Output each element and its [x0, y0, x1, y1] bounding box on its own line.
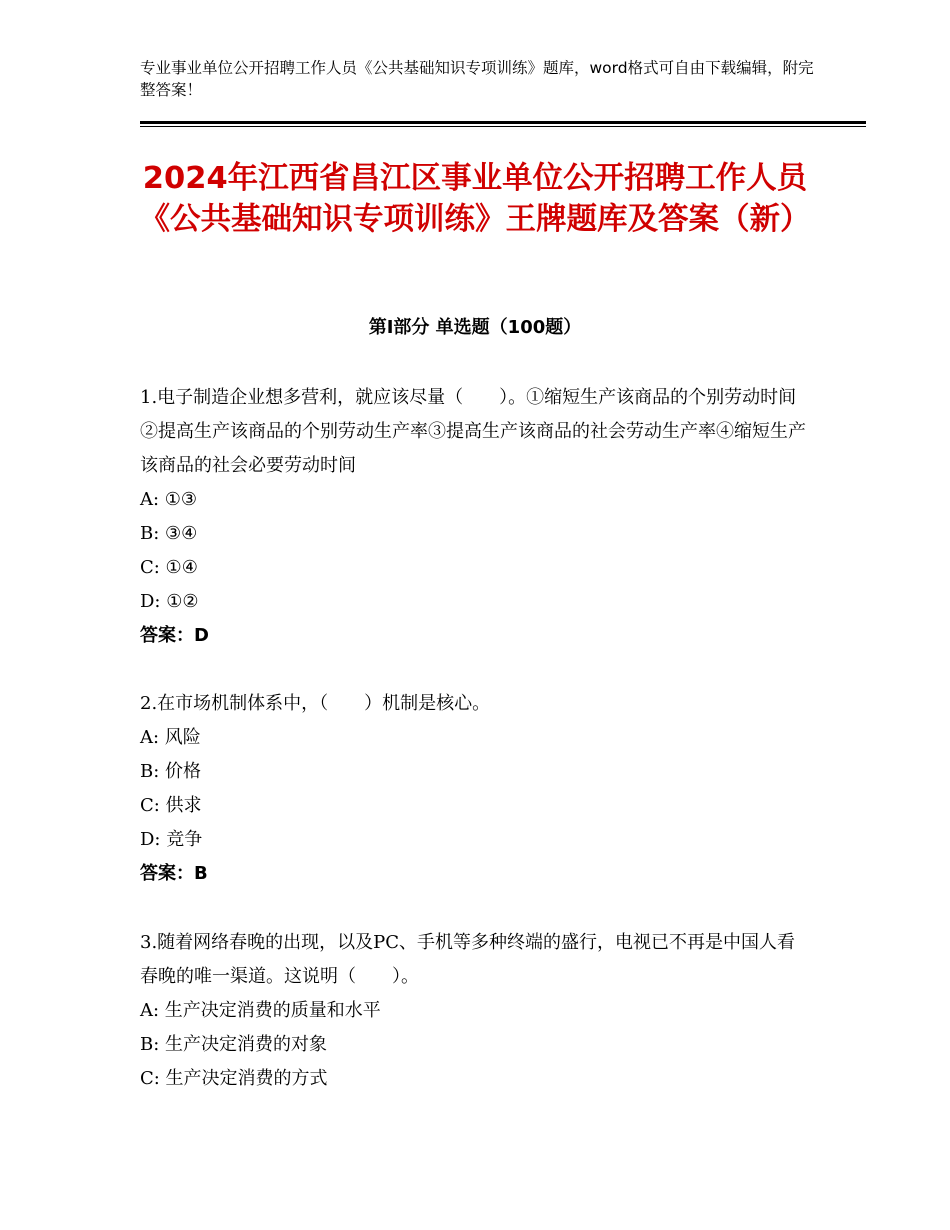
question-stem: 2.在市场机制体系中，（ ）机制是核心。 — [140, 693, 491, 714]
answer: 答案：D — [140, 625, 209, 646]
option-a: A: 风险 — [140, 727, 201, 748]
header-note: 专业事业单位公开招聘工作人员《公共基础知识专项训练》题库，word格式可自由下载编辑，附完整答案！ — [140, 59, 814, 99]
header-rule-thick — [140, 121, 866, 124]
section-heading: 第Ⅰ部分 单选题（100题） — [368, 317, 582, 338]
option-b: B: 价格 — [140, 761, 202, 782]
option-b: B: 生产决定消费的对象 — [140, 1034, 328, 1055]
header-rule-thin — [140, 126, 866, 127]
question-2 — [140, 687, 810, 891]
option-d: D: 竞争 — [140, 829, 203, 850]
option-c: C: ①④ — [140, 557, 198, 578]
answer: 答案：B — [140, 863, 208, 884]
option-a: A: 生产决定消费的质量和水平 — [140, 1000, 381, 1021]
question-stem: 1.电子制造企业想多营利，就应该尽量（ ）。①缩短生产该商品的个别劳动时间②提高生产该商品的个别劳动生产率③提高生产该商品的社会劳动生产率④缩短生产该商品的社会必要劳动时间 — [140, 387, 806, 476]
option-b: B: ③④ — [140, 523, 198, 544]
question-3 — [140, 926, 810, 1096]
option-c: C: 供求 — [140, 795, 202, 816]
option-d: D: ①② — [140, 591, 199, 612]
question-1 — [140, 381, 810, 653]
option-c: C: 生产决定消费的方式 — [140, 1068, 328, 1089]
document-title: 2024年江西省昌江区事业单位公开招聘工作人员《公共基础知识专项训练》王牌题库及答案（新） — [139, 161, 811, 237]
option-a: A: ①③ — [140, 489, 198, 510]
question-stem: 3.随着网络春晚的出现，以及PC、手机等多种终端的盛行，电视已不再是中国人看春晚的唯一渠道。这说明（ ）。 — [140, 932, 796, 987]
